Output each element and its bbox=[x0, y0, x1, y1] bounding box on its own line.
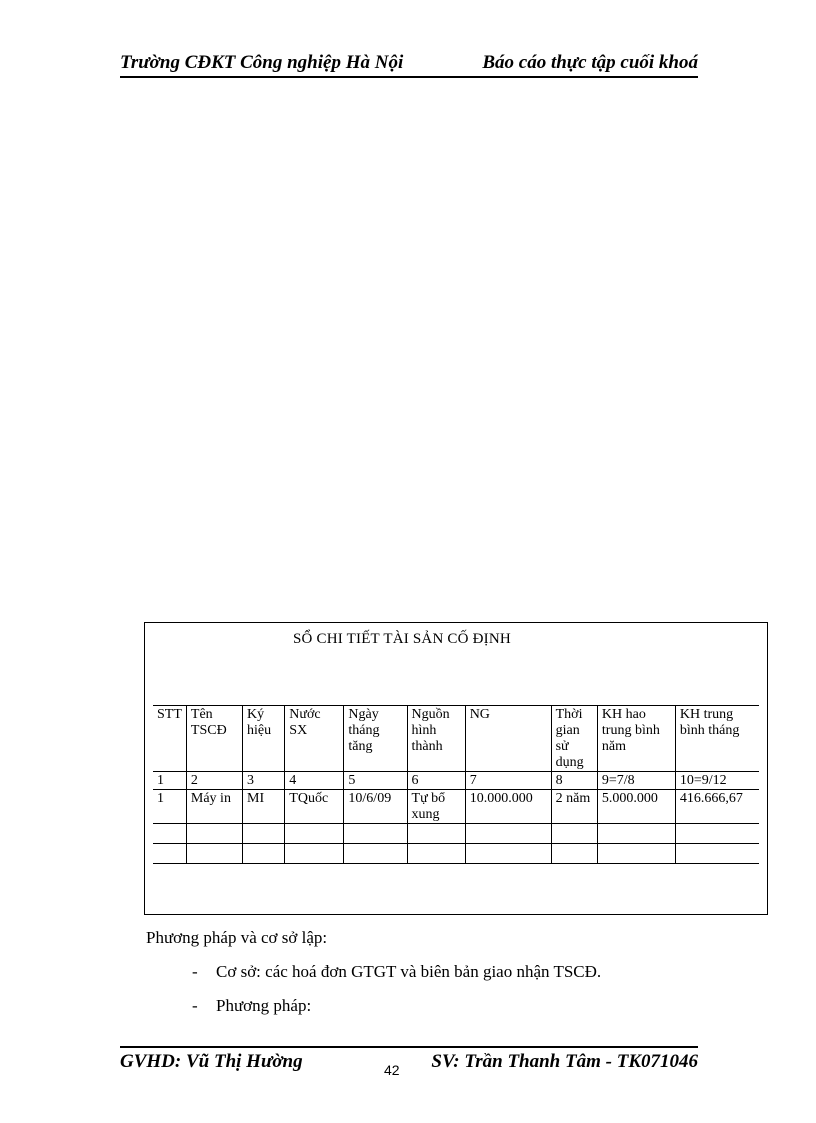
bullet-text: Phương pháp: bbox=[216, 996, 312, 1015]
header-cell: Nước SX bbox=[285, 706, 344, 772]
table-cell: 416.666,67 bbox=[675, 790, 759, 824]
table-cell: Tự bổ xung bbox=[407, 790, 465, 824]
footer-instructor: GVHD: Vũ Thị Hường bbox=[120, 1051, 303, 1072]
bullet-method bbox=[192, 996, 311, 1016]
header-school: Trường CĐKT Công nghiệp Hà Nội bbox=[120, 52, 404, 73]
empty-row bbox=[153, 844, 759, 864]
header-cell: NG bbox=[465, 706, 551, 772]
header-cell: KH hao trung bình năm bbox=[597, 706, 675, 772]
number-cell: 10=9/12 bbox=[675, 772, 759, 790]
number-cell: 6 bbox=[407, 772, 465, 790]
number-cell: 1 bbox=[153, 772, 186, 790]
table-cell: Máy in bbox=[186, 790, 242, 824]
table-cell: 10/6/09 bbox=[344, 790, 407, 824]
number-cell: 2 bbox=[186, 772, 242, 790]
asset-ledger-table bbox=[153, 705, 759, 864]
bullet-basis bbox=[192, 962, 601, 982]
table-header-row bbox=[153, 706, 759, 772]
column-number-row bbox=[153, 772, 759, 790]
number-cell: 5 bbox=[344, 772, 407, 790]
header-cell: Tên TSCĐ bbox=[186, 706, 242, 772]
header-cell: Nguồn hình thành bbox=[407, 706, 465, 772]
method-intro: Phương pháp và cơ sở lập: bbox=[146, 928, 328, 947]
ledger-title: SỔ CHI TIẾT TÀI SẢN CỐ ĐỊNH bbox=[293, 631, 511, 647]
table-row bbox=[153, 790, 759, 824]
number-cell: 7 bbox=[465, 772, 551, 790]
header-cell: KH trung bình tháng bbox=[675, 706, 759, 772]
number-cell: 3 bbox=[243, 772, 285, 790]
table-cell: 1 bbox=[153, 790, 186, 824]
page-header bbox=[120, 50, 698, 78]
table-cell: 2 năm bbox=[551, 790, 597, 824]
table-cell: MI bbox=[243, 790, 285, 824]
footer-student: SV: Trần Thanh Tâm - TK071046 bbox=[431, 1051, 698, 1072]
bullet-dash: - bbox=[192, 996, 198, 1015]
header-cell: Ngày tháng tăng bbox=[344, 706, 407, 772]
table-cell: 5.000.000 bbox=[597, 790, 675, 824]
header-cell: Thời gian sử dụng bbox=[551, 706, 597, 772]
number-cell: 4 bbox=[285, 772, 344, 790]
page-number: 42 bbox=[384, 1062, 400, 1078]
table-cell: 10.000.000 bbox=[465, 790, 551, 824]
number-cell: 9=7/8 bbox=[597, 772, 675, 790]
header-cell: Ký hiệu bbox=[243, 706, 285, 772]
number-cell: 8 bbox=[551, 772, 597, 790]
header-report-title: Báo cáo thực tập cuối khoá bbox=[482, 52, 698, 73]
header-cell: STT bbox=[153, 706, 186, 772]
bullet-dash: - bbox=[192, 962, 198, 981]
ledger-box bbox=[144, 622, 768, 915]
table-cell: TQuốc bbox=[285, 790, 344, 824]
bullet-text: Cơ sở: các hoá đơn GTGT và biên bản giao nhận TSCĐ. bbox=[216, 962, 602, 981]
empty-row bbox=[153, 824, 759, 844]
page-footer bbox=[120, 1046, 698, 1088]
